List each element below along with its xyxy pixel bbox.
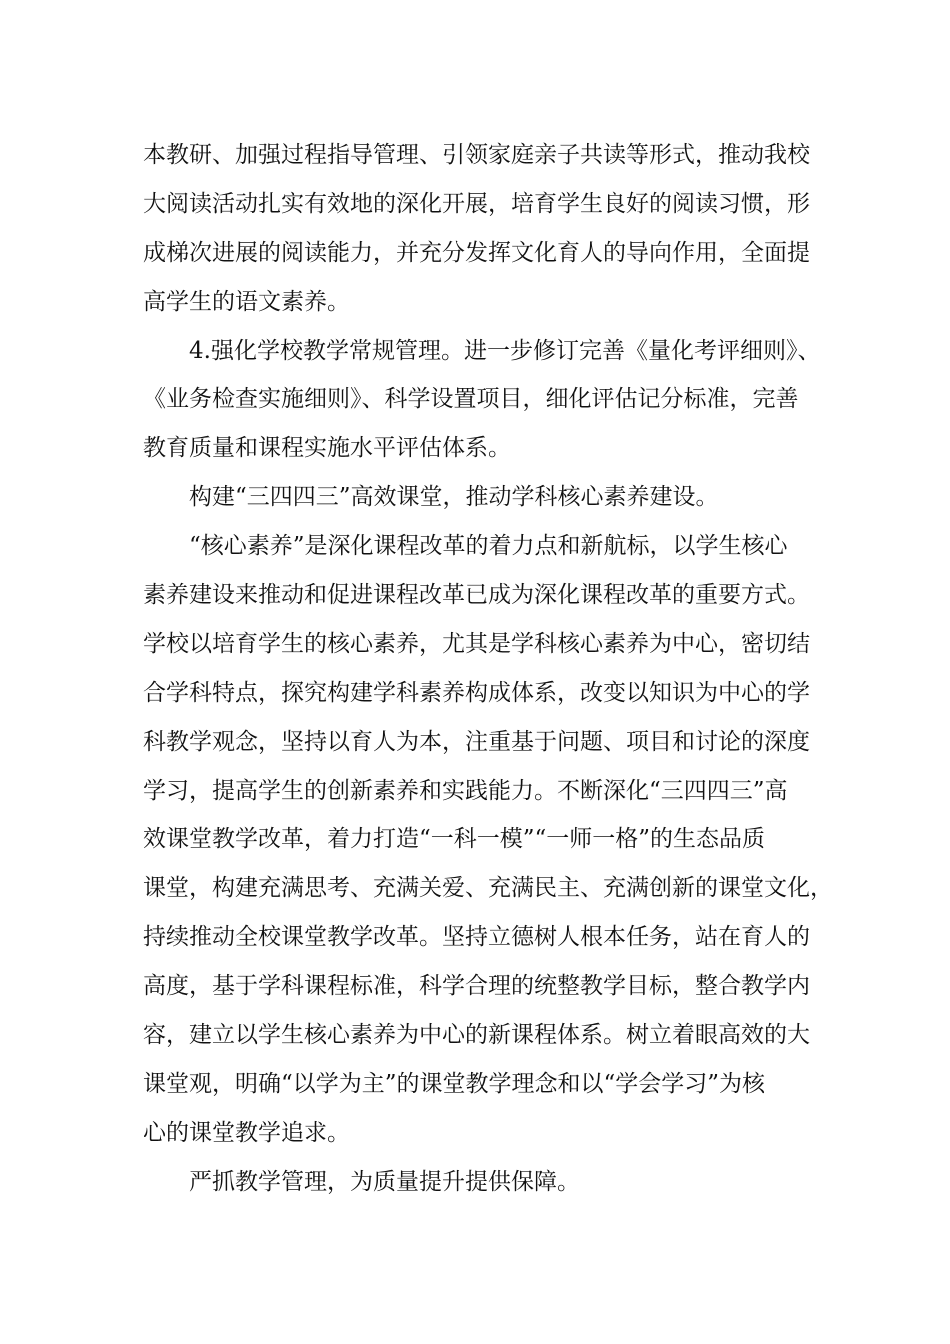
text-line-11: 学校以培育学生的核心素养，尤其是学科核心素养为中心，密切结	[143, 630, 810, 657]
text-line-5: 4.强化学校教学常规管理。进一步修订完善《量化考评细则》、	[189, 337, 821, 364]
text-line-17: 持续推动全校课堂教学改革。坚持立德树人根本任务，站在育人的	[143, 924, 810, 951]
text-line-4: 高学生的语文素养。	[143, 288, 350, 315]
document-body	[143, 131, 833, 1207]
text-line-3: 成梯次进展的阅读能力，并充分发挥文化育人的导向作用，全面提	[143, 239, 810, 266]
text-line-9: “核心素养”是深化课程改革的着力点和新航标，以学生核心	[189, 533, 788, 560]
text-line-16: 课堂，构建充满思考、充满关爱、充满民主、充满创新的课堂文化，	[143, 875, 833, 902]
text-line-2: 大阅读活动扎实有效地的深化开展，培育学生良好的阅读习惯，形	[143, 190, 810, 217]
text-line-18: 高度，基于学科课程标准，科学合理的统整教学目标，整合教学内	[143, 973, 810, 1000]
text-line-21: 心的课堂教学追求。	[143, 1119, 350, 1146]
text-line-12: 合学科特点，探究构建学科素养构成体系，改变以知识为中心的学	[143, 679, 810, 706]
text-line-7: 教育质量和课程实施水平评估体系。	[143, 435, 511, 462]
text-line-6: 《业务检查实施细则》、科学设置项目，细化评估记分标准，完善	[143, 386, 799, 413]
text-line-8: 构建“三四四三”高效课堂，推动学科核心素养建设。	[189, 484, 719, 511]
text-line-15: 效课堂教学改革，着力打造“一科一模”“一师一格”的生态品质	[143, 826, 766, 853]
text-line-1: 本教研、加强过程指导管理、引领家庭亲子共读等形式，推动我校	[143, 142, 810, 168]
text-line-22: 严抓教学管理，为质量提升提供保障。	[189, 1168, 580, 1195]
text-line-13: 科教学观念，坚持以育人为本，注重基于问题、项目和讨论的深度	[143, 728, 810, 755]
text-line-19: 容，建立以学生核心素养为中心的新课程体系。树立着眼高效的大	[143, 1022, 810, 1049]
text-line-14: 学习，提高学生的创新素养和实践能力。不断深化“三四四三”高	[143, 777, 788, 804]
text-line-10: 素养建设来推动和促进课程改革已成为深化课程改革的重要方式。	[143, 582, 810, 609]
text-line-20: 课堂观，明确“以学为主”的课堂教学理念和以“学会学习”为核	[143, 1070, 766, 1097]
